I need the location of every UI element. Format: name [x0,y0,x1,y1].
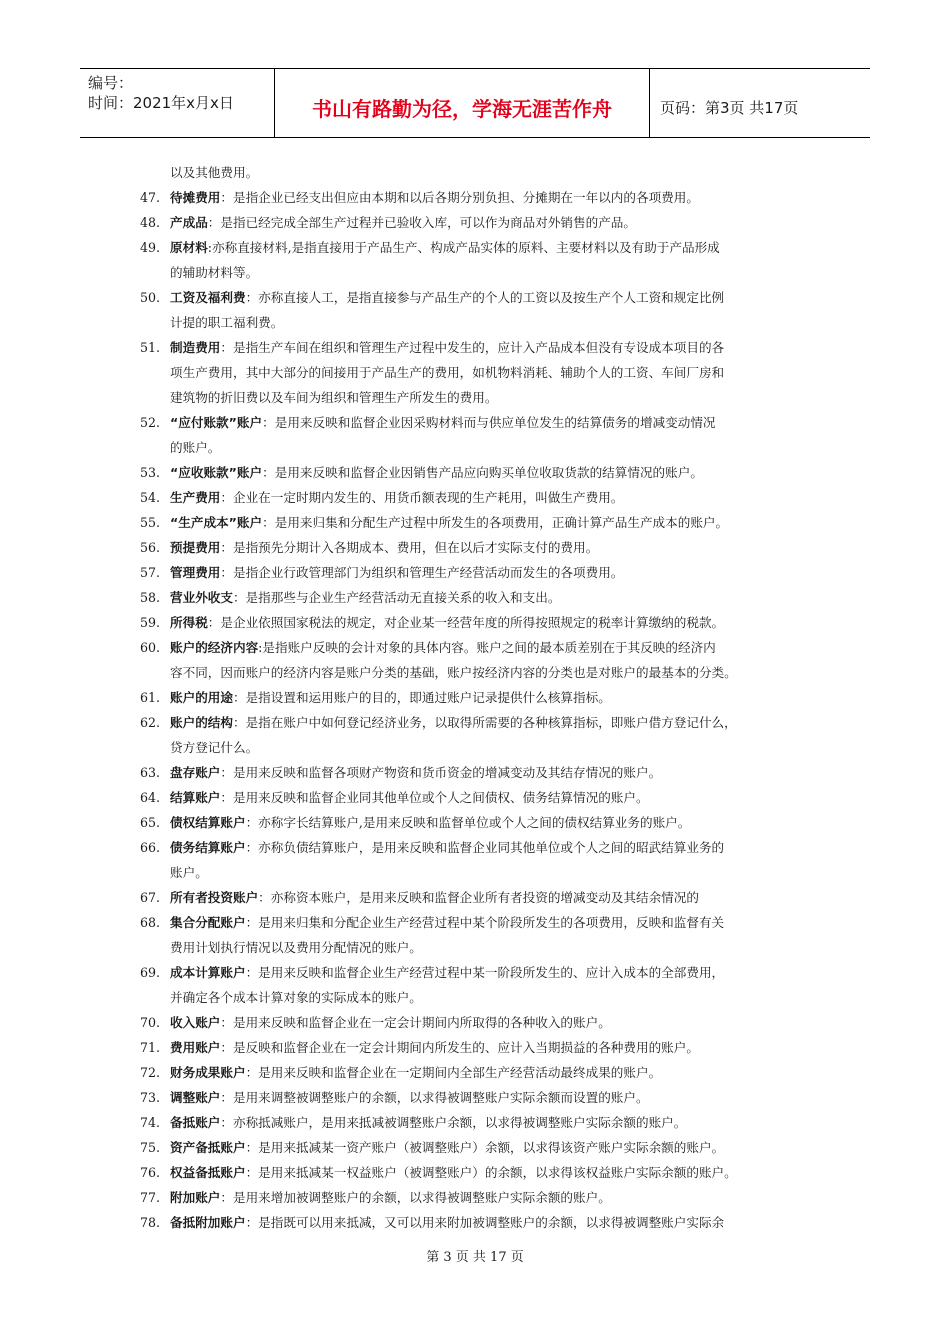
term-label: 备抵账户 [170,1115,221,1130]
definition-text: ：是指企业行政管理部门为组织和管理生产经营活动而发生的各项费用。 [220,565,624,580]
definition-continued-line [140,735,830,760]
definition-first-line [140,1135,830,1160]
definition-first-line [140,235,830,260]
page-header [80,68,870,138]
definition-text: ：亦称抵减账户，是用来抵减被调整账户余额，以求得被调整账户实际余额的账户。 [220,1115,687,1130]
term-label: 权益备抵账户 [170,1165,246,1180]
definition-text: ：是用来反映和监督企业因采购材料而与供应单位发生的结算债务的增减变动情况 [262,415,716,430]
definition-text: ：是用来抵减某一权益账户（被调整账户）的余额，以求得该权益账户实际余额的账户。 [245,1165,737,1180]
definition-continued-line [140,860,830,885]
definition-item [140,560,830,585]
definition-continued-line [140,435,830,460]
definition-text: ：是指已经完成全部生产过程并已验收入库，可以作为商品对外销售的产品。 [207,215,636,230]
definition-text: ：是用来增加被调整账户的余额，以求得被调整账户实际余额的账户。 [220,1190,611,1205]
definition-first-line [140,485,830,510]
definition-item [140,1160,830,1185]
item-number: 71. [140,1040,161,1055]
item-number: 58. [140,590,161,605]
definition-first-line [140,1035,830,1060]
definition-first-line [140,510,830,535]
item-number: 55. [140,515,161,530]
definition-text: ：是指既可以用来抵减，又可以用来附加被调整账户的余额，以求得被调整账户实际余 [245,1215,725,1230]
definition-first-line [140,560,830,585]
definition-text: ：是用来反映和监督企业生产经营过程中某一阶段所发生的、应计入成本的全部费用， [245,965,725,980]
definition-text: 项生产费用，其中大部分的间接用于产品生产的费用，如机物料消耗、辅助个人的工资、车间厂房和 [170,365,725,380]
definition-first-line [140,610,830,635]
definition-item [140,185,830,210]
definition-text: ：亦称资本账户，是用来反映和监督企业所有者投资的增减变动及其结余情况的 [258,890,699,905]
term-label: “生产成本”账户 [170,515,263,530]
definition-item [140,410,830,460]
definition-item [140,960,830,1010]
definition-continued-line [140,360,830,385]
term-label: 结算账户 [170,790,221,805]
definition-text: ：是指那些与企业生产经营活动无直接关系的收入和支出。 [232,590,561,605]
definition-first-line [140,1110,830,1135]
definition-item [140,685,830,710]
term-label: 营业外收支 [170,590,233,605]
term-label: 收入账户 [170,1015,221,1030]
definition-first-line [140,460,830,485]
definition-first-line [140,285,830,310]
item-number: 72. [140,1065,161,1080]
definition-item [140,1085,830,1110]
definition-item [140,1010,830,1035]
term-label: 所得税 [170,615,208,630]
term-label: 备抵附加账户 [170,1215,246,1230]
definition-text: ：是用来归集和分配企业生产经营过程中某个阶段所发生的各项费用，反映和监督有关 [245,915,725,930]
definition-first-line [140,1085,830,1110]
definition-first-line [140,885,830,910]
definition-text: 的辅助材料等。 [170,265,259,280]
definition-first-line [140,335,830,360]
definition-text: ：亦称负债结算账户，是用来反映和监督企业同其他单位或个人之间的昭武结算业务的 [245,840,725,855]
definition-first-line [140,1210,830,1235]
item-number: 47. [140,190,161,205]
document-body [140,160,830,1235]
definition-first-line [140,535,830,560]
item-number: 68. [140,915,161,930]
term-label: 财务成果账户 [170,1065,246,1080]
definition-text: ：是用来反映和监督各项财产物资和货币资金的增减变动及其结存情况的账户。 [220,765,662,780]
item-number: 49. [140,240,161,255]
definition-first-line [140,910,830,935]
term-label: 附加账户 [170,1190,221,1205]
item-number: 69. [140,965,161,980]
term-label: 预提费用 [170,540,221,555]
definition-item [140,1110,830,1135]
item-number: 67. [140,890,161,905]
item-number: 60. [140,640,161,655]
term-label: “应付账款”账户 [170,415,263,430]
item-number: 48. [140,215,161,230]
item-number: 64. [140,790,161,805]
item-number: 62. [140,715,161,730]
page-footer: 第 3 页 共 17 页 [426,1250,524,1265]
definition-item [140,835,830,885]
item-number: 70. [140,1015,161,1030]
definition-first-line [140,835,830,860]
header-page-label: 页码：第3页 共17页 [660,98,799,117]
definition-item [140,460,830,485]
item-number: 74. [140,1115,161,1130]
definition-list [140,185,830,1235]
item-number: 76. [140,1165,161,1180]
definition-text: 计提的职工福利费。 [170,315,284,330]
item-number: 59. [140,615,161,630]
item-number: 78. [140,1215,161,1230]
definition-item [140,535,830,560]
definition-item [140,910,830,960]
definition-item [140,635,830,685]
definition-item [140,1185,830,1210]
definition-first-line [140,585,830,610]
definition-text: ：亦称字长结算账户,是用来反映和监督单位或个人之间的债权结算业务的账户。 [245,815,691,830]
term-label: 账户的用途 [170,690,233,705]
definition-item [140,235,830,285]
definition-text: ：是指预先分期计入各期成本、费用，但在以后才实际支付的费用。 [220,540,599,555]
term-label: 集合分配账户 [170,915,246,930]
definition-text: 建筑物的折旧费以及车间为组织和管理生产所发生的费用。 [170,390,498,405]
definition-text: 费用计划执行情况以及费用分配情况的账户。 [170,940,422,955]
term-label: 待摊费用 [170,190,221,205]
definition-continued-line [140,660,830,685]
definition-text: 并确定各个成本计算对象的实际成本的账户。 [170,990,422,1005]
definition-text: ：是企业依照国家税法的规定，对企业某一经营年度的所得按照规定的税率计算缴纳的税款。 [207,615,725,630]
term-label: “应收账款”账户 [170,465,263,480]
definition-text: 的账户。 [170,440,221,455]
term-label: 盘存账户 [170,765,221,780]
definition-continued-line [140,310,830,335]
term-label: 债权结算账户 [170,815,246,830]
definition-text: 贷方登记什么。 [170,740,259,755]
definition-item [140,510,830,535]
definition-item [140,760,830,785]
definition-item [140,335,830,410]
item-number: 77. [140,1190,161,1205]
definition-item [140,1035,830,1060]
definition-text: ：是指设置和运用账户的目的，即通过账户记录提供什么核算指标。 [232,690,611,705]
term-label: 生产费用 [170,490,221,505]
term-label: 产成品 [170,215,208,230]
item-number: 61. [140,690,161,705]
definition-first-line [140,1060,830,1085]
term-label: 工资及福利费 [170,290,246,305]
definition-text: 容不同，因而账户的经济内容是账户分类的基础，账户按经济内容的分类也是对账户的最基本的分类。 [170,665,737,680]
term-label: 费用账户 [170,1040,221,1055]
item-number: 52. [140,415,161,430]
item-number: 73. [140,1090,161,1105]
definition-item [140,210,830,235]
definition-first-line [140,810,830,835]
item-number: 54. [140,490,161,505]
definition-item [140,610,830,635]
definition-first-line [140,760,830,785]
definition-text: ：亦称直接人工，是指直接参与产品生产的个人的工资以及按生产个人工资和规定比例 [245,290,725,305]
item-number: 66. [140,840,161,855]
term-label: 资产备抵账户 [170,1140,246,1155]
definition-continued-line [140,260,830,285]
definition-first-line [140,210,830,235]
item-number: 65. [140,815,161,830]
definition-text: ：是用来反映和监督企业在一定会计期间内所取得的各种收入的账户。 [220,1015,611,1030]
definition-first-line [140,410,830,435]
definition-text: ：是用来反映和监督企业因销售产品应向购买单位收取货款的结算情况的账户。 [262,465,703,480]
definition-item [140,885,830,910]
header-motto: 书山有路勤为径，学海无涯苦作舟 [275,69,650,137]
definition-text: 账户。 [170,865,208,880]
definition-first-line [140,185,830,210]
definition-text: :亦称直接材料,是指直接用于产品生产、构成产品实体的原料、主要材料以及有助于产品形成 [207,240,720,255]
definition-text: ：是反映和监督企业在一定会计期间内所发生的、应计入当期损益的各种费用的账户。 [220,1040,699,1055]
term-label: 所有者投资账户 [170,890,259,905]
term-label: 管理费用 [170,565,221,580]
item-number: 56. [140,540,161,555]
term-label: 债务结算账户 [170,840,246,855]
number-label: 编号： [88,74,134,92]
definition-first-line [140,960,830,985]
definition-item [140,485,830,510]
time-label: 时间：2021年x月x日 [88,94,234,112]
definition-text: ：是指生产车间在组织和管理生产过程中发生的，应计入产品成本但没有专设成本项目的各 [220,340,725,355]
definition-first-line [140,785,830,810]
item-number: 53. [140,465,161,480]
header-meta [80,69,275,137]
definition-item [140,710,830,760]
term-label: 账户的经济内容 [170,640,259,655]
definition-item [140,585,830,610]
definition-item [140,785,830,810]
definition-item [140,1060,830,1085]
item-number: 50. [140,290,161,305]
definition-continued-line [140,985,830,1010]
definition-first-line [140,1010,830,1035]
definition-continued-line [140,385,830,410]
item-number: 63. [140,765,161,780]
item-number: 57. [140,565,161,580]
definition-first-line [140,635,830,660]
definition-first-line [140,685,830,710]
term-label: 调整账户 [170,1090,221,1105]
term-label: 原材料 [170,240,208,255]
definition-text: ：企业在一定时期内发生的、用货币额表现的生产耗用，叫做生产费用。 [220,490,624,505]
continuation-text: 以及其他费用。 [170,165,259,180]
definition-item [140,810,830,835]
item-number: 75. [140,1140,161,1155]
definition-text: ：是用来反映和监督企业在一定期间内全部生产经营活动最终成果的账户。 [245,1065,662,1080]
definition-text: ：是用来抵减某一资产账户（被调整账户）余额，以求得该资产账户实际余额的账户。 [245,1140,725,1155]
definition-first-line [140,1185,830,1210]
term-label: 账户的结构 [170,715,233,730]
definition-text: ：是指企业已经支出但应由本期和以后各期分别负担、分摊期在一年以内的各项费用。 [220,190,699,205]
definition-text: :是指账户反映的会计对象的具体内容。账户之间的最本质差别在于其反映的经济内 [258,640,716,655]
definition-item [140,1210,830,1235]
definition-text: ：是指在账户中如何登记经济业务，以取得所需要的各种核算指标，即账户借方登记什么， [232,715,737,730]
definition-first-line [140,710,830,735]
definition-text: ：是用来反映和监督企业同其他单位或个人之间债权、债务结算情况的账户。 [220,790,649,805]
definition-text: ：是用来调整被调整账户的余额，以求得被调整账户实际余额而设置的账户。 [220,1090,649,1105]
definition-item [140,1135,830,1160]
definition-first-line [140,1160,830,1185]
term-label: 制造费用 [170,340,221,355]
item-number: 51. [140,340,161,355]
definition-text: ：是用来归集和分配生产过程中所发生的各项费用，正确计算产品生产成本的账户。 [262,515,729,530]
definition-item [140,285,830,335]
definition-continued-line [140,935,830,960]
term-label: 成本计算账户 [170,965,246,980]
